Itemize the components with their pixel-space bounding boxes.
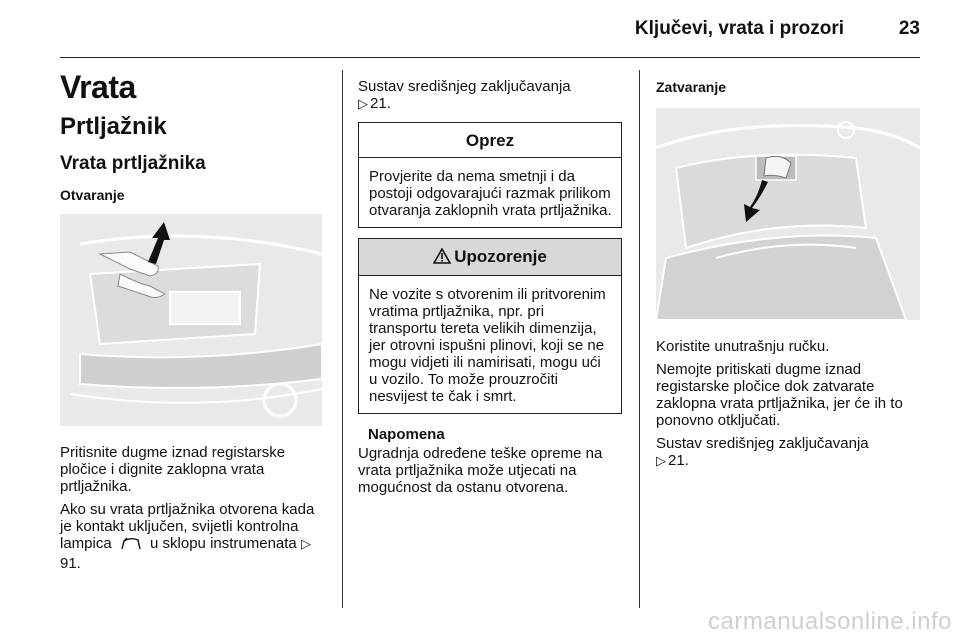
page-reference: 91. bbox=[60, 555, 81, 572]
note-text: Ugradnja određene teške opreme na vrata prtljažnika može utjecati na mogućnost da ostanu otvorena. bbox=[358, 445, 603, 496]
lamp-text-end: u sklopu instrumenata bbox=[150, 535, 297, 552]
caution-text: Provjerite da nema smetnji i da postoji odgovarajući razmak prilikom otvaranja zaklopnih vrata prtljažnika. bbox=[369, 168, 612, 219]
paragraph-open-instructions: Pritisnite dugme iznad registarske pločice i dignite zaklopna vrata prtljažnika. bbox=[60, 444, 286, 495]
page-reference: 21. bbox=[668, 452, 689, 469]
central-locking-text: Sustav središnjeg zaključavanja bbox=[656, 435, 869, 452]
warning-text: Ne vozite s otvorenim ili pritvorenim vratima prtljažnika, npr. pri transportu tereta velikih dimenzija, jer otrovni ispušni plinovi, koji se ne mogu vidjeti ili namirisati, mogu ući u vozilo. To može prouzročiti nesvijest te čak i smrt. bbox=[369, 286, 606, 405]
tailgate-open-lamp-icon bbox=[120, 537, 142, 555]
column-middle bbox=[358, 78, 622, 496]
paragraph-use-handle: Koristite unutrašnju ručku. bbox=[656, 338, 830, 355]
central-locking-text: Sustav središnjeg zaključavanja bbox=[358, 78, 571, 95]
reference-arrow-icon: ▷ bbox=[358, 96, 368, 111]
warning-triangle-icon bbox=[433, 248, 451, 269]
column-left bbox=[60, 68, 322, 572]
column-right bbox=[656, 74, 920, 469]
header-title: Ključevi, vrata i prozori bbox=[634, 18, 844, 39]
paragraph-central-locking-2 bbox=[656, 435, 920, 469]
reference-arrow-icon: ▷ bbox=[656, 453, 666, 468]
step-title-opening: Otvaranje bbox=[60, 187, 125, 203]
paragraph-do-not-press: Nemojte pritiskati dugme iznad registarske pločice dok zatvarate zaklopna vrata prtljažnika, jer će ih to ponovno otključati. bbox=[656, 361, 903, 429]
page-reference: 21. bbox=[370, 95, 391, 112]
note-title: Napomena bbox=[368, 426, 445, 443]
subsection-title: Prtljažnik bbox=[60, 113, 167, 140]
reference-arrow-icon: ▷ bbox=[300, 536, 311, 551]
tailgate-closing-illustration bbox=[656, 108, 920, 320]
tailgate-opening-drawing bbox=[60, 214, 322, 426]
section-title: Vrata bbox=[60, 69, 136, 105]
lamp-text-start: Ako su vrata prtljažnika otvorena kada je kontakt uključen, svijetli kontrolna lampica bbox=[60, 501, 315, 552]
warning-header bbox=[359, 239, 621, 276]
watermark: carmanualsonline.info bbox=[708, 608, 952, 635]
caution-title: Oprez bbox=[359, 123, 621, 158]
column-divider bbox=[639, 70, 640, 608]
paragraph-central-locking bbox=[358, 78, 622, 112]
caution-box bbox=[358, 122, 622, 228]
warning-title: Upozorenje bbox=[454, 247, 547, 266]
warning-box bbox=[358, 238, 622, 414]
page-header bbox=[60, 0, 920, 58]
topic-title: Vrata prtljažnika bbox=[60, 153, 206, 174]
page-number: 23 bbox=[898, 18, 920, 39]
column-divider bbox=[342, 70, 343, 608]
step-title-closing: Zatvaranje bbox=[656, 79, 727, 95]
tailgate-closing-drawing bbox=[656, 108, 920, 320]
tailgate-opening-illustration bbox=[60, 214, 322, 426]
paragraph-lamp-info bbox=[60, 501, 322, 572]
